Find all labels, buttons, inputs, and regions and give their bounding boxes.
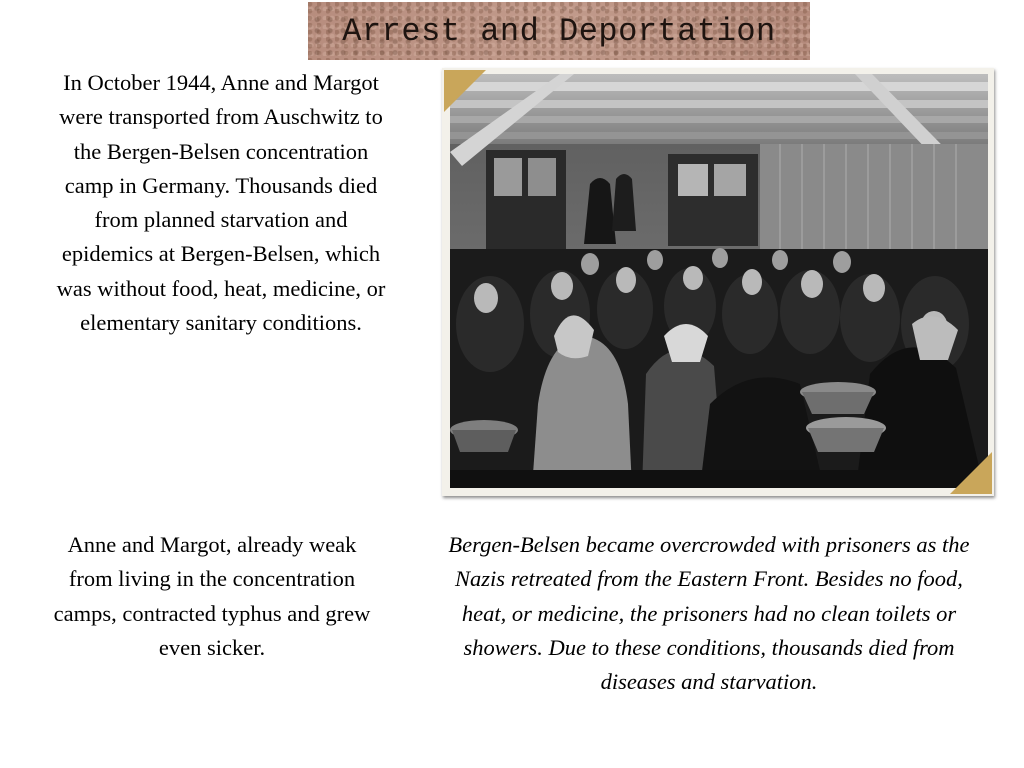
overcrowding-paragraph: Bergen-Belsen became overcrowded with prisoners as the Nazis retreated from the Eastern Front. Besides no food, heat, or medicine, the prisoners had no clean toilets or showers. Due to these conditions, thousands died from diseases and starvation. bbox=[448, 532, 970, 695]
title-banner bbox=[308, 2, 810, 60]
slide-title: Arrest and Deportation bbox=[342, 12, 776, 50]
intro-paragraph: In October 1944, Anne and Margot were transported from Auschwitz to the Bergen-Belsen concentration camp in Germany. Thousands died from planned starvation and epidemics at Bergen-Belsen, which was without food, heat, medicine, or elementary sanitary conditions. bbox=[56, 70, 386, 336]
photo-frame bbox=[442, 68, 994, 496]
illness-paragraph: Anne and Margot, already weak from living in the concentration camps, contracted typhus and grew even sicker. bbox=[53, 532, 371, 660]
prisoners-barracks-photo bbox=[450, 74, 988, 488]
